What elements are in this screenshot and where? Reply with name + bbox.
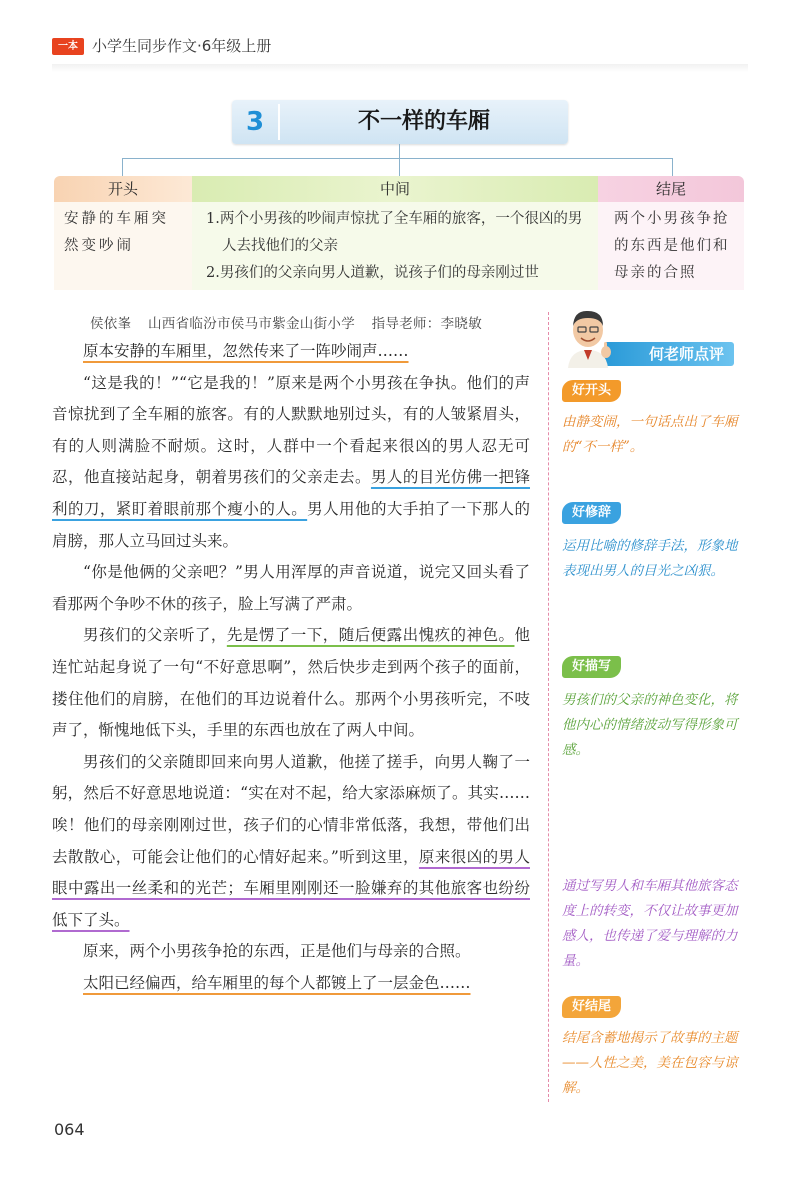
essay-text: 他连忙站起身说了一句“不好意思啊”，然后快步走到两个孩子的面前，搂住他们的肩膀，在他们的耳边说着什么。那两个小男孩听完，不吱声了，惭愧地低下头，手里的东西也放在了两人中间。 (52, 626, 530, 740)
title-separator (278, 104, 280, 140)
publisher-logo: 一本 (52, 38, 84, 55)
essay-highlight: 男人的目光仿佛一把锋利的刀，紧盯着眼前那个瘦小的人。 (52, 468, 530, 518)
chapter-title: 不一样的车厢 (357, 109, 490, 134)
header-divider (52, 64, 748, 72)
book-title: 小学生同步作文·6年级上册 (92, 37, 272, 55)
outline-end-text: 两个小男孩争抢的东西是他们和母亲的合照 (598, 202, 744, 290)
essay-highlight: 先是愣了一下，随后便露出愧疚的神色。 (226, 626, 515, 645)
essay-highlight: 原来很凶的男人眼中露出一丝柔和的光芒；车厢里刚刚还一脸嫌弃的其他旅客也纷纷低下了头。 (52, 847, 530, 929)
essay-paragraph (52, 968, 530, 1000)
author-name: 侯依峯 (90, 316, 132, 332)
outline-middle-body (192, 202, 598, 290)
outline-end-head: 结尾 (598, 176, 744, 202)
teacher-avatar-icon (560, 306, 622, 368)
outline-middle-item: 1.两个小男孩的吵闹声惊扰了全车厢的旅客，一个很凶的男人去找他们的父亲 (206, 211, 583, 254)
essay-text: “这是我的！”“它是我的！”原来是两个小男孩在争执。他们的声音惊扰到了全车厢的旅客。有的人默默地别过头，有的人皱紧眉头，有的人则满脸不耐烦。这时，人群中一个看起来很凶的男人忍无可忍，他直接站起身，朝着男孩们的父亲走去。 (52, 373, 530, 487)
essay-paragraph (52, 557, 530, 620)
essay-text: 男孩们的父亲随即回来向男人道歉，他搓了搓手，向男人鞠了一躬，然后不好意思地说道：“实在对不起，给大家添麻烦了。其实……唉！他们的母亲刚刚过世，孩子们的心情非常低落，我想，带他们出去散散心，可能会让他们的心情好起来。”听到这里， (52, 752, 530, 866)
comment-badge-ending: 好结尾 (562, 996, 621, 1018)
comment-badge-rhetoric: 好修辞 (562, 502, 621, 524)
essay-text: 男人用他的大手拍了一下那人的肩膀，那人立马回过头来。 (52, 499, 530, 550)
essay-paragraph (52, 747, 530, 937)
essay-body (52, 336, 530, 999)
comment-description: 男孩们的父亲的神色变化，将他内心的情绪波动写得形象可感。 (562, 692, 738, 758)
outline-connector (672, 158, 673, 176)
outline-middle-head: 中间 (192, 176, 598, 202)
outline-start-head: 开头 (54, 176, 192, 202)
chapter-number: 3 (245, 107, 265, 137)
essay-text: 原来，两个小男孩争抢的东西，正是他们与母亲的合照。 (83, 942, 471, 961)
outline-connector (399, 144, 400, 158)
essay-paragraph (52, 336, 530, 368)
essay-text: 原本安静的车厢里，忽然传来了一阵吵闹声…… (83, 342, 409, 360)
sidebar-divider (548, 312, 549, 1102)
essay-highlight: 太阳已经偏西，给车厢里的每个人都镀上了一层金色…… (83, 973, 471, 992)
essay-text: 男孩们的父亲听了， (83, 626, 227, 645)
essay-text: “你是他俩的父亲吧？”男人用浑厚的声音说道，说完又回头看了看那两个争吵不休的孩子，脸上写满了严肃。 (52, 563, 530, 613)
comment-ending: 结尾含蓄地揭示了故事的主题——人性之美，美在包容与谅解。 (562, 1030, 738, 1096)
essay-paragraph (52, 936, 530, 968)
outline-connector (122, 158, 123, 176)
outline-connector (399, 158, 400, 176)
outline-middle-item: 2.男孩们的父亲向男人道歉，说孩子们的母亲刚过世 (206, 265, 539, 281)
essay-paragraph (52, 620, 530, 746)
outline-start-text: 安静的车厢突然变吵闹 (54, 202, 192, 290)
comment-opening: 由静变闹，一句话点出了车厢的“不一样”。 (562, 414, 738, 455)
author-teacher: 指导老师：李晓敏 (371, 316, 482, 332)
comment-badge-description: 好描写 (562, 656, 621, 678)
outline-connector (122, 158, 673, 159)
author-line (90, 312, 494, 332)
comment-badge-opening: 好开头 (562, 380, 621, 402)
teacher-comment-label: 何老师点评 (604, 342, 734, 366)
comment-turn: 通过写男人和车厢其他旅客态度上的转变，不仅让故事更加感人，也传递了爱与理解的力量。 (562, 878, 738, 969)
essay-paragraph (52, 368, 530, 558)
author-school: 山西省临汾市侯马市紫金山街小学 (148, 316, 355, 332)
page-number: 064 (54, 1120, 85, 1139)
comment-rhetoric: 运用比喻的修辞手法，形象地表现出男人的目光之凶狠。 (562, 538, 738, 579)
